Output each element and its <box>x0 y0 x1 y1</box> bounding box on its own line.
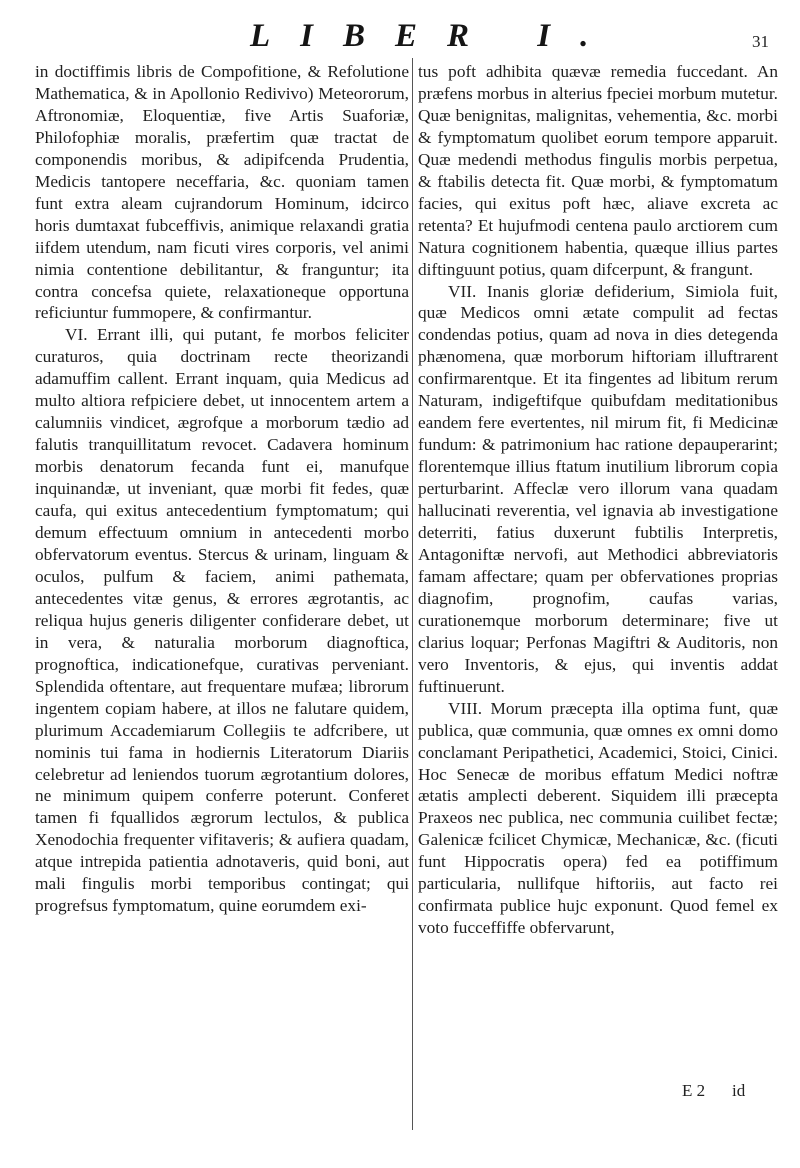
signature-mark: E 2 <box>682 1081 706 1100</box>
right-paragraph-1: tus poft adhibita quævæ remedia fuccedant. An præfens morbus in alterius fpeciei morbum mutetur. Quæ benignitas, malignitas, vehementia, &c. morbi & fymptomatum quolibet eorum tempore apparuit. Quæ medendi methodus fingulis morbis perpetua, & ftabilis detecta fit. Quæ morbi, & fymptomatum facies, qui exitus poft hæc, aliave excreta ac retenta? Et hujufmodi centena paulo arctiorem cum Natura cognitionem habentia, quæque illius partes diftinguunt potius, quam difcerpunt, & frangunt. <box>418 62 778 279</box>
page-number: 31 <box>752 32 769 51</box>
left-column <box>35 61 409 917</box>
column-divider <box>412 58 413 1130</box>
left-paragraph-1: in doctiffimis libris de Compofitione, & Refolutione Mathematica, & in Apollonio Redivivo) Meteororum, Aftronomiæ, Eloquentiæ, five Artis Suaforiæ, Philofophiæ moralis, præfertim quæ tractat de componendis moribus, & adipifcenda Prudentia, Medicis tantopere neceffaria, &c. quoniam tamen funt extra aleam cujrandorum Hominum, idcirco horis dumtaxat fubceffivis, animique relaxandi gratia iifdem utendum, nam ficuti vires corporis, vel animi nimia contentione debilitantur, & franguntur; ita contra concefsa quiete, relaxationeque opportuna reficiuntur fummopere, & confirmantur. <box>35 62 409 323</box>
running-head <box>0 14 800 64</box>
right-paragraph-2: VII. Inanis gloriæ defiderium, Simiola fuit, quæ Medicos omni ætate compulit ad fectas condendas potius, quam ad nova in dies detegenda phænomena, quæ morborum hiftoriam illuftrarent confirmarentque. Et ita fingentes ad libitum rerum Naturam, indigeftifque quibufdam meditationibus eandem fere evertentes, nil mirum fit, fi Medicinæ fundum: & patrimonium hac ratione depauperarint; florentemque illius ftatum inutilium librorum copia perturbarint. Affeclæ vero illorum vana quadam hallucinati reverentia, vel ignavia ab investigatione deterriti, fatius duxerunt fubtilis Interpretis, Antagoniftæ nervofi, aut Methodici abbreviatoris famam affectare; quam per obfervationes proprias diagnofim, prognofim, caufas varias, curationemque morborum determinare; five ut clarius loquar; Perfonas Magiftri & Auditoris, non vero Inventoris, & ejus, qui inventis addat fuftinuerunt. <box>418 281 778 696</box>
left-paragraph-2: VI. Errant illi, qui putant, fe morbos feliciter curaturos, quia doctrinam recte theorizandi adamuffim callent. Errant inquam, quia Medicus ad multo altiora refpiciere debet, ut innocentem artem a calumniis vindicet, ægrofque a morborum tædio ad falutis tranquillitatum revocet. Cadavera hominum morbis denatorum fecanda funt ei, manufque inquinandæ, ut inveniant, quæ morbi fit fedes, quæ caufa, qui exitus antecedentium fymptomatum; qui demum effectuum omnium in antecedenti morbo obfervatorum eventus. Stercus & urinam, linguam & oculos, pulfum & faciem, animi pathemata, antecedentes vitæ genus, & errores ægrotantis, ac reliqua hujus generis diligenter confiderare debet, ut in vera, & naturalia morborum diagnoftica, prognoftica, indicationefque, curativas perveniant. Splendida oftentare, aut frequentare mufæa; librorum ingentem copiam habere, at illos ne falutare quidem, plurimum Accademiarum Collegiis te adfcribere, ut nominis tui fama in hodiernis Literatorum Diariis celebretur ad leniendos tuorum ægrotantium dolores, ne minimum quipem conferre poterunt. Conferet tamen fi fquallidos ægrorum lectulos, & publica Xenodochia frequenter vifitaveris; & aufiera quadam, atque intrepida patientia adnotaveris, quid boni, aut mali fingulis morbi temporibus contingat; qui progrefsus fymptomatum, quine eorumdem exi- <box>35 325 409 916</box>
catchword: id <box>732 1081 746 1100</box>
running-head-title: LIBER I. <box>250 18 619 54</box>
right-column <box>418 61 778 939</box>
right-paragraph-3: VIII. Morum præcepta illa optima funt, quæ publica, quæ communia, quæ omnes ex omni domo conclamant Peripathetici, Academici, Stoici, Cinici. Hoc Senecæ de moribus effatum Medici noftræ ætatis amplecti deberent. Siquidem illi præcepta Praxeos nec publica, nec communia cuilibet fectæ; Galenicæ fcilicet Chymicæ, Mechanicæ, &c. (ficuti funt Hippocratis opera) fed ea potiffimum particularia, nullifque hiftoriis, aut facto rei confirmata publice hujc exponunt. Quod femel ex voto fucceffiffe obfervarunt, <box>418 698 778 938</box>
